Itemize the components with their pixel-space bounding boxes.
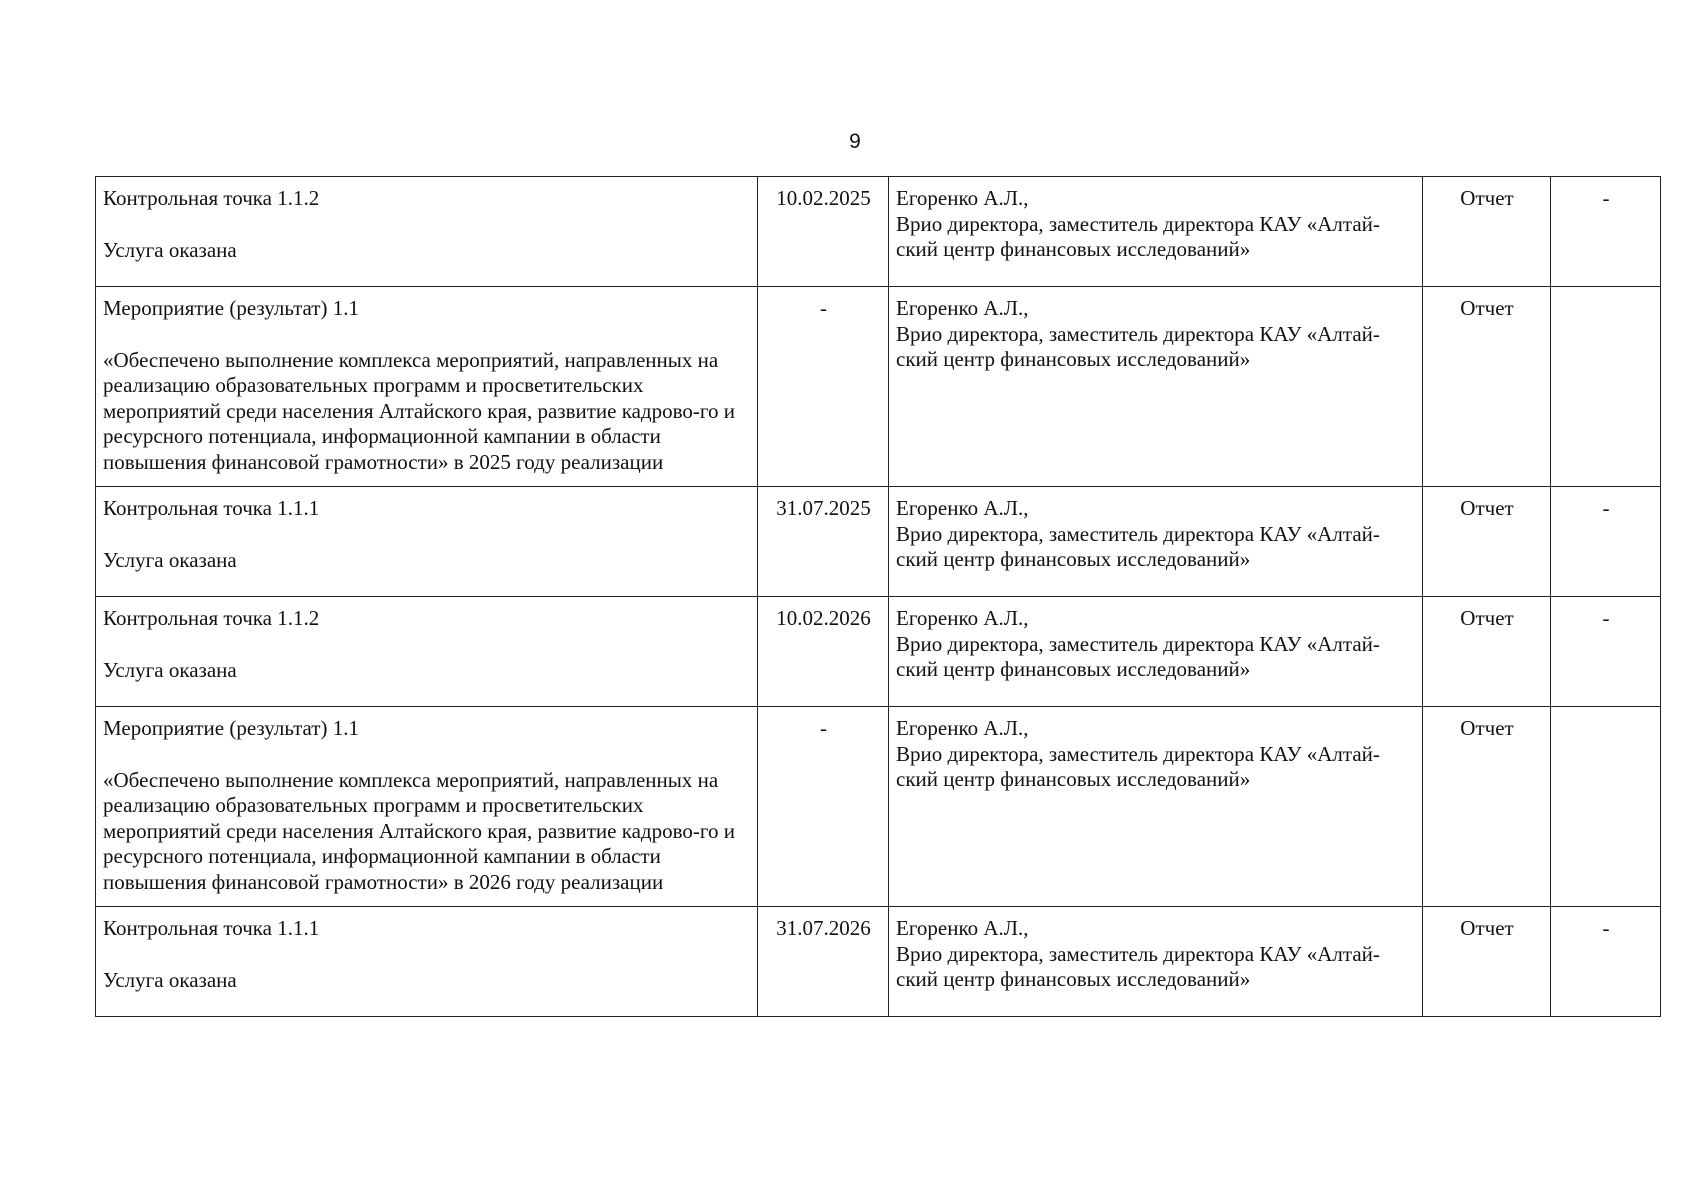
responsible-position: Врио директора, заместитель директора КАУ «Алтай-ский центр финансовых исследований» [896,741,1380,791]
responsible-position: Врио директора, заместитель директора КАУ «Алтай-ский центр финансовых исследований» [896,941,1380,991]
table-row [96,597,1661,707]
responsible-name: Егоренко А.Л., [896,606,1029,630]
item-cell [96,287,758,487]
document-cell: Отчет [1423,177,1551,287]
page-number: 9 [849,130,861,153]
responsible-cell [889,597,1423,707]
date-cell: - [758,707,889,907]
table-row [96,487,1661,597]
responsible-name: Егоренко А.Л., [896,916,1029,940]
last-cell: - [1551,177,1661,287]
item-title: Мероприятие (результат) 1.1 [103,716,359,740]
responsible-name: Егоренко А.Л., [896,296,1029,320]
table-row [96,907,1661,1017]
item-description: Услуга оказана [103,547,237,572]
item-title: Мероприятие (результат) 1.1 [103,296,359,320]
responsible-cell [889,707,1423,907]
document-cell: Отчет [1423,907,1551,1017]
document-cell: Отчет [1423,287,1551,487]
item-title: Контрольная точка 1.1.2 [103,186,320,210]
responsible-position: Врио директора, заместитель директора КАУ «Алтай-ский центр финансовых исследований» [896,211,1380,261]
document-cell: Отчет [1423,487,1551,597]
item-cell [96,487,758,597]
responsible-cell [889,907,1423,1017]
item-title: Контрольная точка 1.1.1 [103,496,320,520]
date-cell: - [758,287,889,487]
responsible-position: Врио директора, заместитель директора КАУ «Алтай-ский центр финансовых исследований» [896,631,1380,681]
date-cell: 31.07.2025 [758,487,889,597]
responsible-position: Врио директора, заместитель директора КАУ «Алтай-ский центр финансовых исследований» [896,521,1380,571]
item-cell [96,707,758,907]
date-cell: 31.07.2026 [758,907,889,1017]
responsible-name: Егоренко А.Л., [896,186,1029,210]
item-description: «Обеспечено выполнение комплекса мероприятий, направленных на реализацию образовательных программ и просветительских мероприятий среди населения Алтайского края, развитие кадрово-го и ресурсного потенциала, информационной кампании в области повышения финансовой грамотности» в 2026 году реализации [103,767,735,894]
responsible-name: Егоренко А.Л., [896,716,1029,740]
plan-table [95,176,1661,1017]
last-cell: - [1551,597,1661,707]
last-cell: - [1551,487,1661,597]
item-cell [96,177,758,287]
item-description: Услуга оказана [103,237,237,262]
responsible-cell [889,177,1423,287]
table-row [96,707,1661,907]
item-title: Контрольная точка 1.1.2 [103,606,320,630]
item-cell [96,597,758,707]
table-row [96,177,1661,287]
responsible-cell [889,287,1423,487]
item-cell [96,907,758,1017]
item-description: Услуга оказана [103,967,237,992]
last-cell: - [1551,907,1661,1017]
item-title: Контрольная точка 1.1.1 [103,916,320,940]
date-cell: 10.02.2026 [758,597,889,707]
document-cell: Отчет [1423,707,1551,907]
date-cell: 10.02.2025 [758,177,889,287]
table-row [96,287,1661,487]
responsible-cell [889,487,1423,597]
last-cell [1551,707,1661,907]
responsible-name: Егоренко А.Л., [896,496,1029,520]
last-cell [1551,287,1661,487]
item-description: Услуга оказана [103,657,237,682]
item-description: «Обеспечено выполнение комплекса мероприятий, направленных на реализацию образовательных программ и просветительских мероприятий среди населения Алтайского края, развитие кадрово-го и ресурсного потенциала, информационной кампании в области повышения финансовой грамотности» в 2025 году реализации [103,347,735,474]
responsible-position: Врио директора, заместитель директора КАУ «Алтай-ский центр финансовых исследований» [896,321,1380,371]
document-cell: Отчет [1423,597,1551,707]
